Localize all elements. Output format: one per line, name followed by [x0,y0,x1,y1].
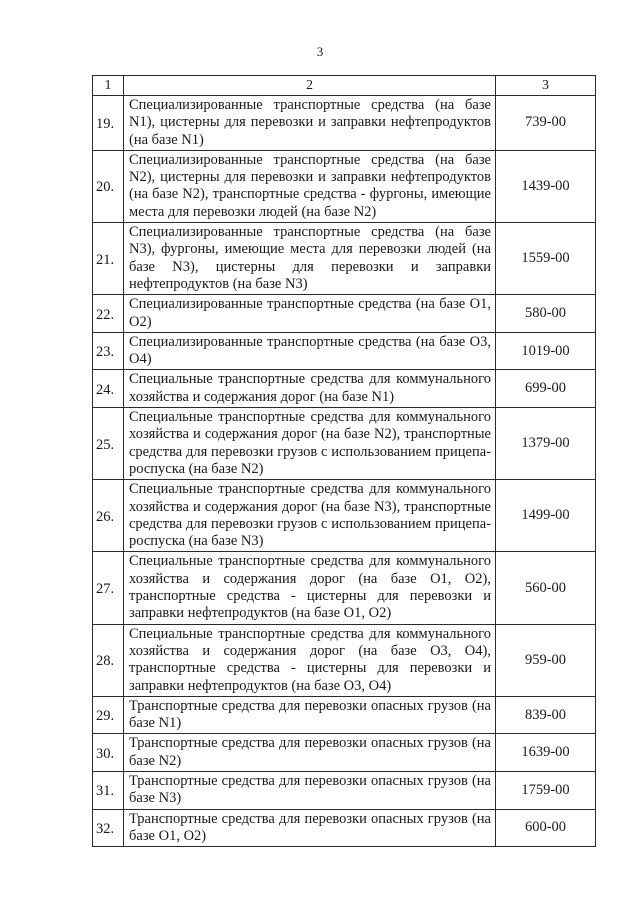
row-number: 23. [93,332,124,370]
table-row [93,223,596,295]
row-number: 21. [93,223,124,295]
table-row [93,624,596,696]
row-price: 1499-00 [496,480,596,552]
row-number: 20. [93,150,124,222]
row-number: 26. [93,480,124,552]
table-row [93,734,596,772]
row-number: 29. [93,696,124,734]
row-description: Специальные транспортные средства для коммунального хозяйства и содержания дорог (на базе O1, O2), транспортные средства - цистерны для перевозки и заправки нефтепродуктов (на базе O1, O2) [124,552,496,624]
row-number: 31. [93,771,124,809]
row-price: 1639-00 [496,734,596,772]
table-row [93,295,596,333]
row-description: Специализированные транспортные средства (на базе N1), цистерны для перевозки и заправки нефтепродуктов (на базе N1) [124,96,496,151]
row-price: 739-00 [496,96,596,151]
table-header-row [93,76,596,96]
row-number: 24. [93,370,124,408]
table-row [93,96,596,151]
row-description: Специальные транспортные средства для коммунального хозяйства и содержания дорог (на базе N3), транспортные средства для перевозки грузов с использованием прицепа-роспуска (на базе N3) [124,480,496,552]
table-row [93,150,596,222]
table-row [93,408,596,480]
row-price: 600-00 [496,809,596,847]
row-description: Транспортные средства для перевозки опасных грузов (на базе N3) [124,771,496,809]
row-price: 580-00 [496,295,596,333]
row-price: 560-00 [496,552,596,624]
row-price: 699-00 [496,370,596,408]
column-header-number: 1 [93,76,124,96]
row-description: Специальные транспортные средства для коммунального хозяйства и содержания дорог (на базе O3, O4), транспортные средства - цистерны для перевозки и заправки нефтепродуктов (на базе O3, O4) [124,624,496,696]
column-header-description: 2 [124,76,496,96]
row-description: Транспортные средства для перевозки опасных грузов (на базе N2) [124,734,496,772]
row-description: Транспортные средства для перевозки опасных грузов (на базе N1) [124,696,496,734]
row-number: 19. [93,96,124,151]
row-price: 1379-00 [496,408,596,480]
row-price: 1439-00 [496,150,596,222]
row-description: Специальные транспортные средства для коммунального хозяйства и содержания дорог (на базе N2), транспортные средства для перевозки грузов с использованием прицепа-роспуска (на базе N2) [124,408,496,480]
row-number: 32. [93,809,124,847]
table-row [93,696,596,734]
row-number: 28. [93,624,124,696]
row-description: Специализированные транспортные средства (на базе N3), фургоны, имеющие места для перевозки людей (на базе N3), цистерны для перевозки и заправки нефтепродуктов (на базе N3) [124,223,496,295]
row-price: 1559-00 [496,223,596,295]
column-header-price: 3 [496,76,596,96]
row-number: 30. [93,734,124,772]
row-number: 25. [93,408,124,480]
row-description: Специализированные транспортные средства (на базе O3, O4) [124,332,496,370]
table-row [93,332,596,370]
table-row [93,552,596,624]
row-description: Транспортные средства для перевозки опасных грузов (на базе O1, O2) [124,809,496,847]
table-row [93,370,596,408]
row-price: 959-00 [496,624,596,696]
row-number: 27. [93,552,124,624]
table-row [93,771,596,809]
row-number: 22. [93,295,124,333]
table-row [93,809,596,847]
row-description: Специализированные транспортные средства (на базе N2), цистерны для перевозки и заправки нефтепродуктов (на базе N2), транспортные средства - фургоны, имеющие места для перевозки людей (на базе N2) [124,150,496,222]
row-price: 839-00 [496,696,596,734]
table-row [93,480,596,552]
page-number: 3 [316,44,324,59]
row-description: Специализированные транспортные средства (на базе O1, O2) [124,295,496,333]
tariff-table [92,75,596,847]
row-description: Специальные транспортные средства для коммунального хозяйства и содержания дорог (на базе N1) [124,370,496,408]
row-price: 1759-00 [496,771,596,809]
row-price: 1019-00 [496,332,596,370]
